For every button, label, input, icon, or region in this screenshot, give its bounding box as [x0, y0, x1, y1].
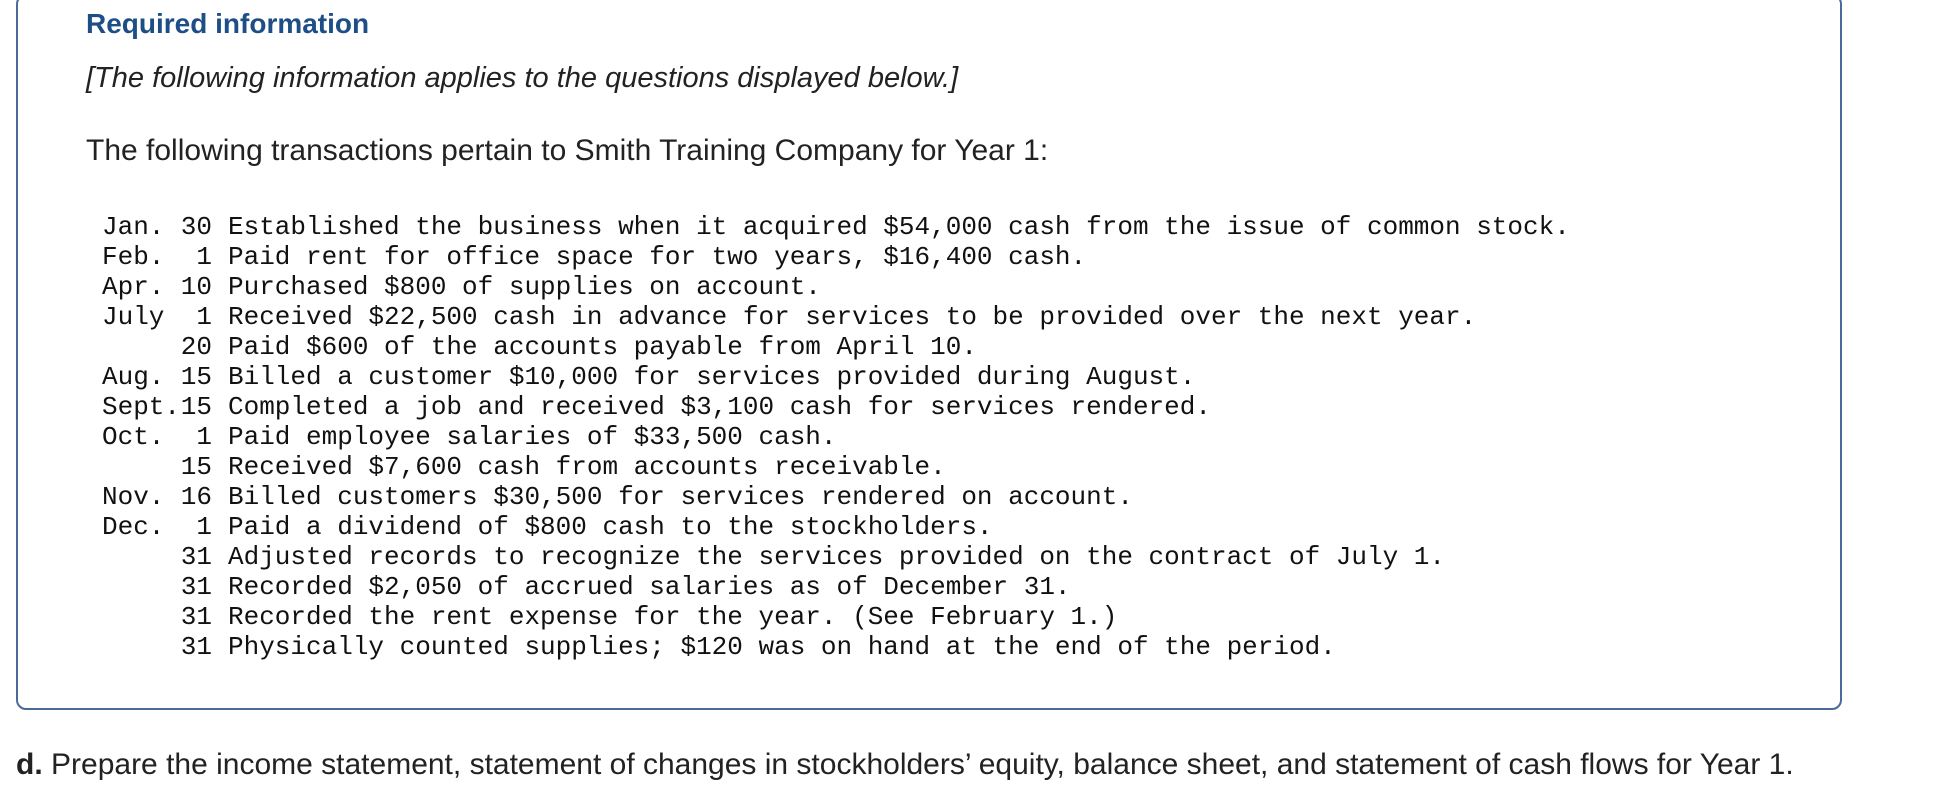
- transaction-day: 1: [196, 422, 212, 452]
- info-subheading: [The following information applies to the questions displayed below.]: [86, 62, 959, 94]
- transaction-row: [102, 452, 1570, 482]
- transaction-day: 15: [180, 392, 212, 422]
- transaction-row: [102, 392, 1570, 422]
- transaction-description: Paid $600 of the accounts payable from April 10.: [228, 332, 977, 362]
- question-label: d.: [16, 748, 43, 781]
- transactions-intro: The following transactions pertain to Smith Training Company for Year 1:: [86, 134, 1049, 167]
- transaction-row: [102, 572, 1570, 602]
- transaction-row: [102, 542, 1570, 572]
- transaction-description: Paid rent for office space for two years, $16,400 cash.: [228, 242, 1087, 272]
- transaction-day: 1: [196, 302, 212, 332]
- transaction-month: Dec.: [102, 512, 165, 542]
- transaction-description: Billed a customer $10,000 for services provided during August.: [228, 362, 1196, 392]
- transaction-day: 15: [180, 362, 212, 392]
- transaction-row: [102, 632, 1570, 662]
- transaction-description: Established the business when it acquired $54,000 cash from the issue of common stock.: [228, 212, 1570, 242]
- transaction-month: Jan.: [102, 212, 165, 242]
- transaction-day: 31: [180, 602, 212, 632]
- transaction-day: 1: [196, 512, 212, 542]
- transaction-day: 31: [180, 542, 212, 572]
- transaction-month: Aug.: [102, 362, 165, 392]
- transaction-row: [102, 212, 1570, 242]
- transaction-description: Adjusted records to recognize the services provided on the contract of July 1.: [228, 542, 1445, 572]
- transaction-month: Feb.: [102, 242, 165, 272]
- transaction-description: Paid a dividend of $800 cash to the stockholders.: [228, 512, 993, 542]
- transaction-day: 1: [196, 242, 212, 272]
- transaction-day: 10: [180, 272, 212, 302]
- transaction-month: Apr.: [102, 272, 165, 302]
- transaction-description: Billed customers $30,500 for services rendered on account.: [228, 482, 1133, 512]
- question-d: [16, 748, 1794, 782]
- transaction-month: Oct.: [102, 422, 165, 452]
- transactions-list: [102, 212, 1570, 662]
- transaction-month: Nov.: [102, 482, 165, 512]
- transaction-row: [102, 602, 1570, 632]
- transaction-row: [102, 482, 1570, 512]
- transaction-description: Received $22,500 cash in advance for services to be provided over the next year.: [228, 302, 1477, 332]
- transaction-description: Physically counted supplies; $120 was on hand at the end of the period.: [228, 632, 1336, 662]
- transaction-row: [102, 272, 1570, 302]
- question-text: Prepare the income statement, statement of changes in stockholders’ equity, balance sheet, and statement of cash flows for Year 1.: [51, 748, 1794, 781]
- transaction-day: 16: [180, 482, 212, 512]
- transaction-row: [102, 362, 1570, 392]
- transaction-row: [102, 512, 1570, 542]
- transaction-row: [102, 332, 1570, 362]
- transaction-day: 31: [180, 572, 212, 602]
- transaction-description: Received $7,600 cash from accounts receivable.: [228, 452, 946, 482]
- transaction-description: Purchased $800 of supplies on account.: [228, 272, 821, 302]
- transaction-day: 30: [180, 212, 212, 242]
- transaction-day: 15: [180, 452, 212, 482]
- transaction-description: Recorded $2,050 of accrued salaries as of December 31.: [228, 572, 1071, 602]
- transaction-month: Sept.: [102, 392, 181, 422]
- required-information-heading: Required information: [86, 8, 370, 39]
- transaction-description: Paid employee salaries of $33,500 cash.: [228, 422, 837, 452]
- transaction-day: 20: [180, 332, 212, 362]
- transaction-row: [102, 422, 1570, 452]
- transaction-row: [102, 242, 1570, 272]
- transaction-day: 31: [180, 632, 212, 662]
- transaction-row: [102, 302, 1570, 332]
- transaction-description: Completed a job and received $3,100 cash for services rendered.: [228, 392, 1211, 422]
- transaction-description: Recorded the rent expense for the year. (See February 1.): [228, 602, 1118, 632]
- transaction-month: July: [102, 302, 165, 332]
